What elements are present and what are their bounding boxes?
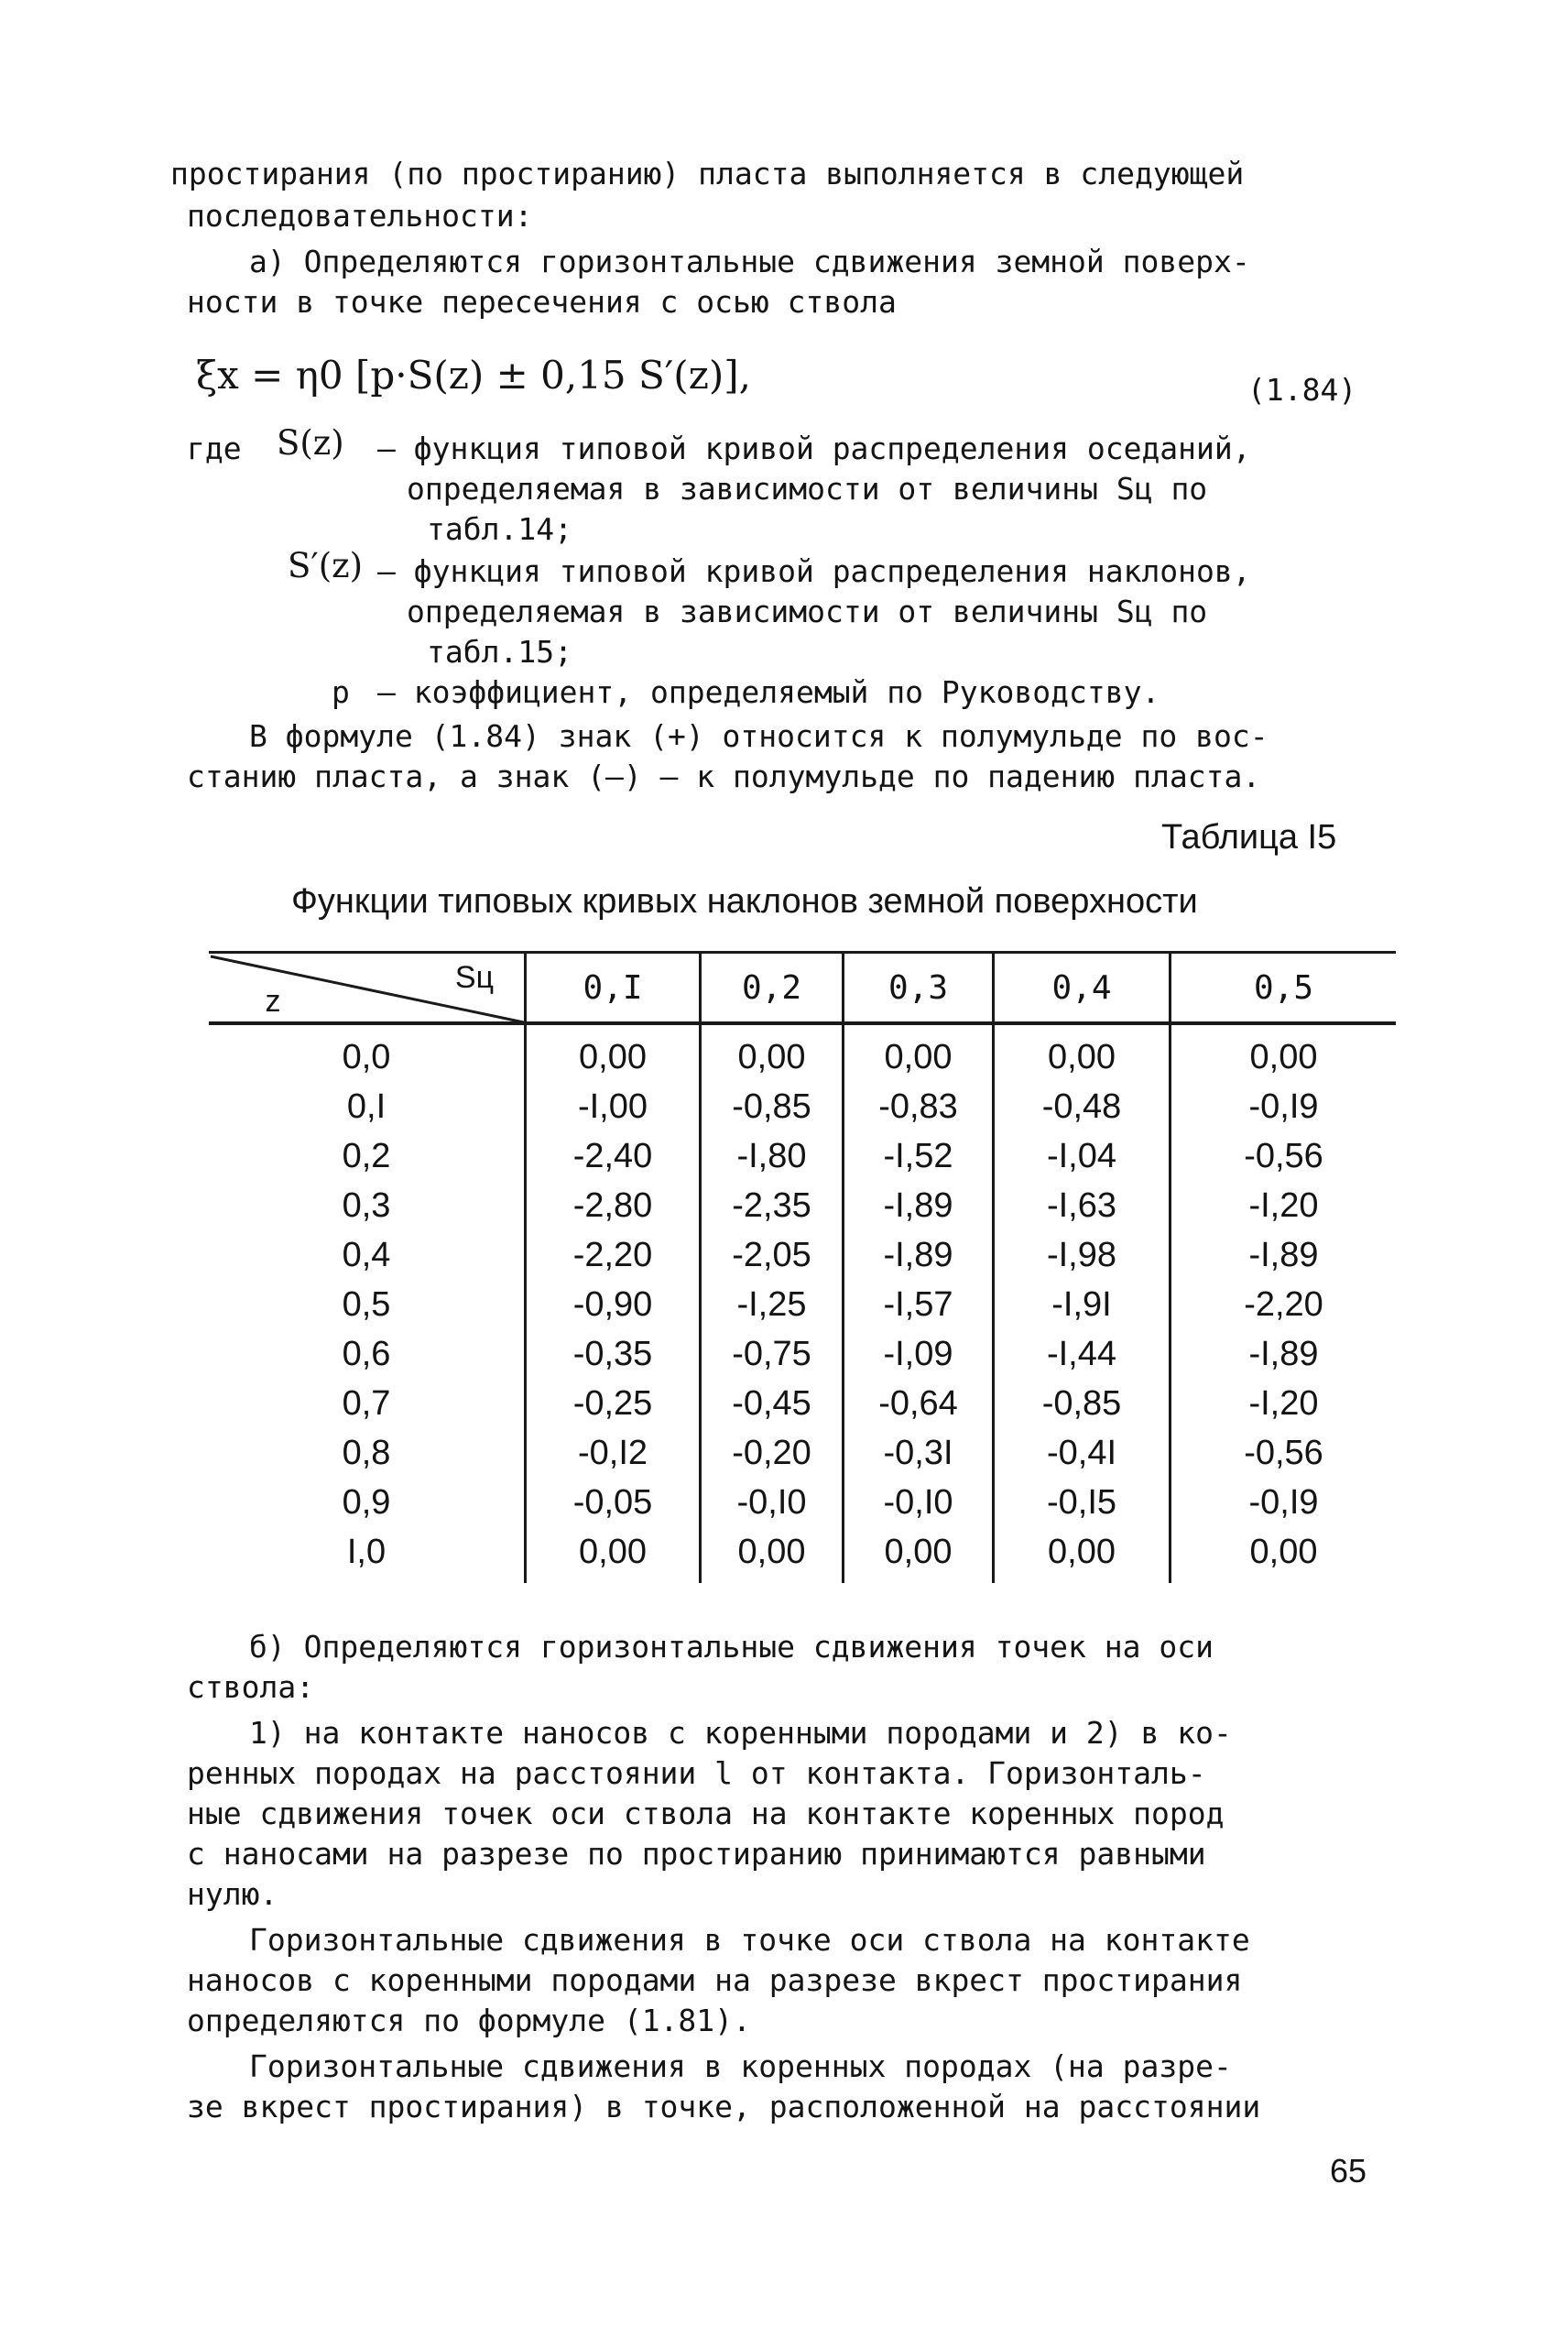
table-cell: -0,85: [1041, 1384, 1122, 1423]
text-line: а) Определяются горизонтальные сдвижения земной поверх-: [249, 244, 1250, 279]
table-cell: -0,I2: [577, 1434, 648, 1472]
text-line: 1) на контакте наносов с коренными породами и 2) в ко-: [249, 1715, 1232, 1751]
table-cell: 0,00: [579, 1533, 647, 1571]
row-z: 0,I: [346, 1087, 387, 1126]
definition-line: табл.14;: [427, 511, 572, 547]
table-cell: -0,35: [572, 1335, 653, 1373]
text-line: Горизонтальные сдвижения в коренных породах (на разре-: [249, 2048, 1232, 2084]
definition-line: – функция типовой кривой распределения наклонов,: [377, 553, 1251, 589]
table-cell: -0,I9: [1248, 1483, 1319, 1522]
text-line: с наносами на разрезе по простиранию принимаются равными: [187, 1836, 1206, 1872]
text-line: нулю.: [187, 1876, 278, 1912]
text-line: последовательности:: [187, 198, 533, 234]
corner-col-label: Sц: [454, 960, 495, 995]
table-cell: 0,00: [884, 1038, 953, 1076]
table-cell: -0,64: [878, 1384, 958, 1423]
data-table: [209, 951, 1396, 1583]
definition-line: – функция типовой кривой распределения оседаний,: [377, 431, 1251, 466]
table-cell: -0,48: [1041, 1087, 1122, 1126]
text-line: ствола:: [187, 1669, 315, 1705]
table-cell: -2,80: [572, 1186, 653, 1225]
table-caption: Таблица I5: [1161, 818, 1337, 857]
table-cell: -I,89: [1248, 1236, 1319, 1274]
row-z: 0,9: [342, 1483, 391, 1522]
definition-line: – коэффициент, определяемый по Руководству.: [377, 674, 1160, 710]
table-cell: -0,56: [1244, 1137, 1323, 1175]
table-cell: -I,52: [883, 1137, 953, 1175]
formula-1-84: ξx = η0 [p·S(z) ± 0,15 S′(z)],: [196, 353, 751, 398]
table-cell: -I,89: [1248, 1335, 1319, 1373]
definition-line: определяемая в зависимости от величины Sц по: [407, 471, 1208, 507]
table-cell: -0,75: [732, 1335, 811, 1373]
table-cell: -0,45: [732, 1384, 811, 1423]
symbol-p: p: [332, 674, 350, 710]
text-line: станию пласта, а знак (–) – к полумульде по падению пласта.: [187, 759, 1261, 794]
table-cell: -I,09: [883, 1335, 953, 1373]
table-cell: -0,83: [878, 1087, 958, 1126]
table-cell: 0,00: [1249, 1533, 1318, 1571]
table-cell: -2,35: [732, 1186, 811, 1225]
text-line: ности в точке пересечения с осью ствола: [187, 284, 897, 320]
table-cell: 0,00: [737, 1038, 806, 1076]
table-cell: -I,80: [736, 1137, 807, 1175]
equation-number: (1.84): [1247, 372, 1357, 408]
column-header: 0,4: [1051, 969, 1112, 1007]
text-line: В формуле (1.84) знак (+) относится к полумульде по вос-: [249, 718, 1269, 754]
table-cell: -2,20: [1244, 1285, 1323, 1324]
symbol-s-z: S(z): [277, 423, 344, 463]
table-cell: -2,20: [572, 1236, 653, 1274]
table-cell: -I,57: [883, 1285, 953, 1324]
row-z: 0,0: [342, 1038, 391, 1076]
table-cell: -0,25: [572, 1384, 653, 1423]
table-cell: -I,25: [736, 1285, 807, 1324]
table-cell: -I,98: [1046, 1236, 1117, 1274]
column-header: 0,3: [887, 969, 949, 1007]
table-cell: -I,89: [883, 1186, 953, 1225]
table-cell: 0,00: [1048, 1038, 1116, 1076]
corner-row-label: z: [265, 984, 281, 1019]
table-cell: -I,04: [1046, 1137, 1117, 1175]
page-number: 65: [1330, 2152, 1367, 2189]
text-line: Горизонтальные сдвижения в точке оси ствола на контакте: [249, 1922, 1250, 1958]
table-cell: -I,63: [1046, 1186, 1117, 1225]
symbol-s-prime-z: S′(z): [288, 546, 364, 585]
text-line: ренных породах на расстоянии l от контакта. Горизонталь-: [187, 1755, 1206, 1791]
table-cell: -0,I0: [883, 1483, 953, 1522]
row-z: 0,4: [342, 1236, 391, 1274]
definition-line: определяемая в зависимости от величины Sц по: [407, 594, 1208, 629]
table-cell: -0,05: [572, 1483, 653, 1522]
table-cell: -0,85: [732, 1087, 811, 1126]
table-cell: -0,90: [572, 1285, 653, 1324]
row-z: 0,2: [342, 1137, 391, 1175]
column-header: 0,5: [1253, 969, 1314, 1007]
text-line: зе вкрест простирания) в точке, расположенной на расстоянии: [187, 2089, 1261, 2124]
table-cell: -I,9I: [1051, 1285, 1112, 1324]
row-z: 0,8: [342, 1434, 391, 1472]
row-z: I,0: [346, 1533, 387, 1571]
table-cell: -0,I9: [1248, 1087, 1319, 1126]
table-cell: 0,00: [1249, 1038, 1318, 1076]
table-title: Функции типовых кривых наклонов земной поверхности: [291, 882, 1198, 921]
table-cell: 0,00: [1048, 1533, 1116, 1571]
definition-line: табл.15;: [427, 634, 572, 670]
table-cell: -I,44: [1046, 1335, 1117, 1373]
row-z: 0,6: [342, 1335, 391, 1373]
table-cell: -0,4I: [1046, 1434, 1117, 1472]
where-word: где: [187, 431, 242, 466]
table-cell: -I,20: [1248, 1384, 1319, 1423]
table-cell: -I,00: [577, 1087, 648, 1126]
table-cell: -0,3I: [883, 1434, 953, 1472]
table-cell: 0,00: [737, 1533, 806, 1571]
table-cell: 0,00: [884, 1533, 953, 1571]
column-header: 0,I: [583, 969, 643, 1007]
text-line: простирания (по простиранию) пласта выполняется в следующей: [170, 156, 1245, 191]
table-cell: -0,56: [1244, 1434, 1323, 1472]
table-cell: -0,I0: [736, 1483, 807, 1522]
text-line: определяются по формуле (1.81).: [187, 2003, 751, 2038]
row-z: 0,5: [342, 1285, 391, 1324]
text-line: наносов с коренными породами на разрезе вкрест простирания: [187, 1962, 1243, 1998]
table-cell: -0,20: [732, 1434, 811, 1472]
table-cell: -2,05: [732, 1236, 811, 1274]
table-cell: 0,00: [579, 1038, 647, 1076]
table-cell: -0,I5: [1046, 1483, 1117, 1522]
text-line: б) Определяются горизонтальные сдвижения точек на оси: [249, 1629, 1214, 1665]
column-header: 0,2: [741, 969, 802, 1007]
table-cell: -I,20: [1248, 1186, 1319, 1225]
row-z: 0,3: [342, 1186, 391, 1225]
row-z: 0,7: [342, 1384, 391, 1423]
text-line: ные сдвижения точек оси ствола на контакте коренных пород: [187, 1796, 1225, 1831]
table-cell: -2,40: [572, 1137, 653, 1175]
table-cell: -I,89: [883, 1236, 953, 1274]
